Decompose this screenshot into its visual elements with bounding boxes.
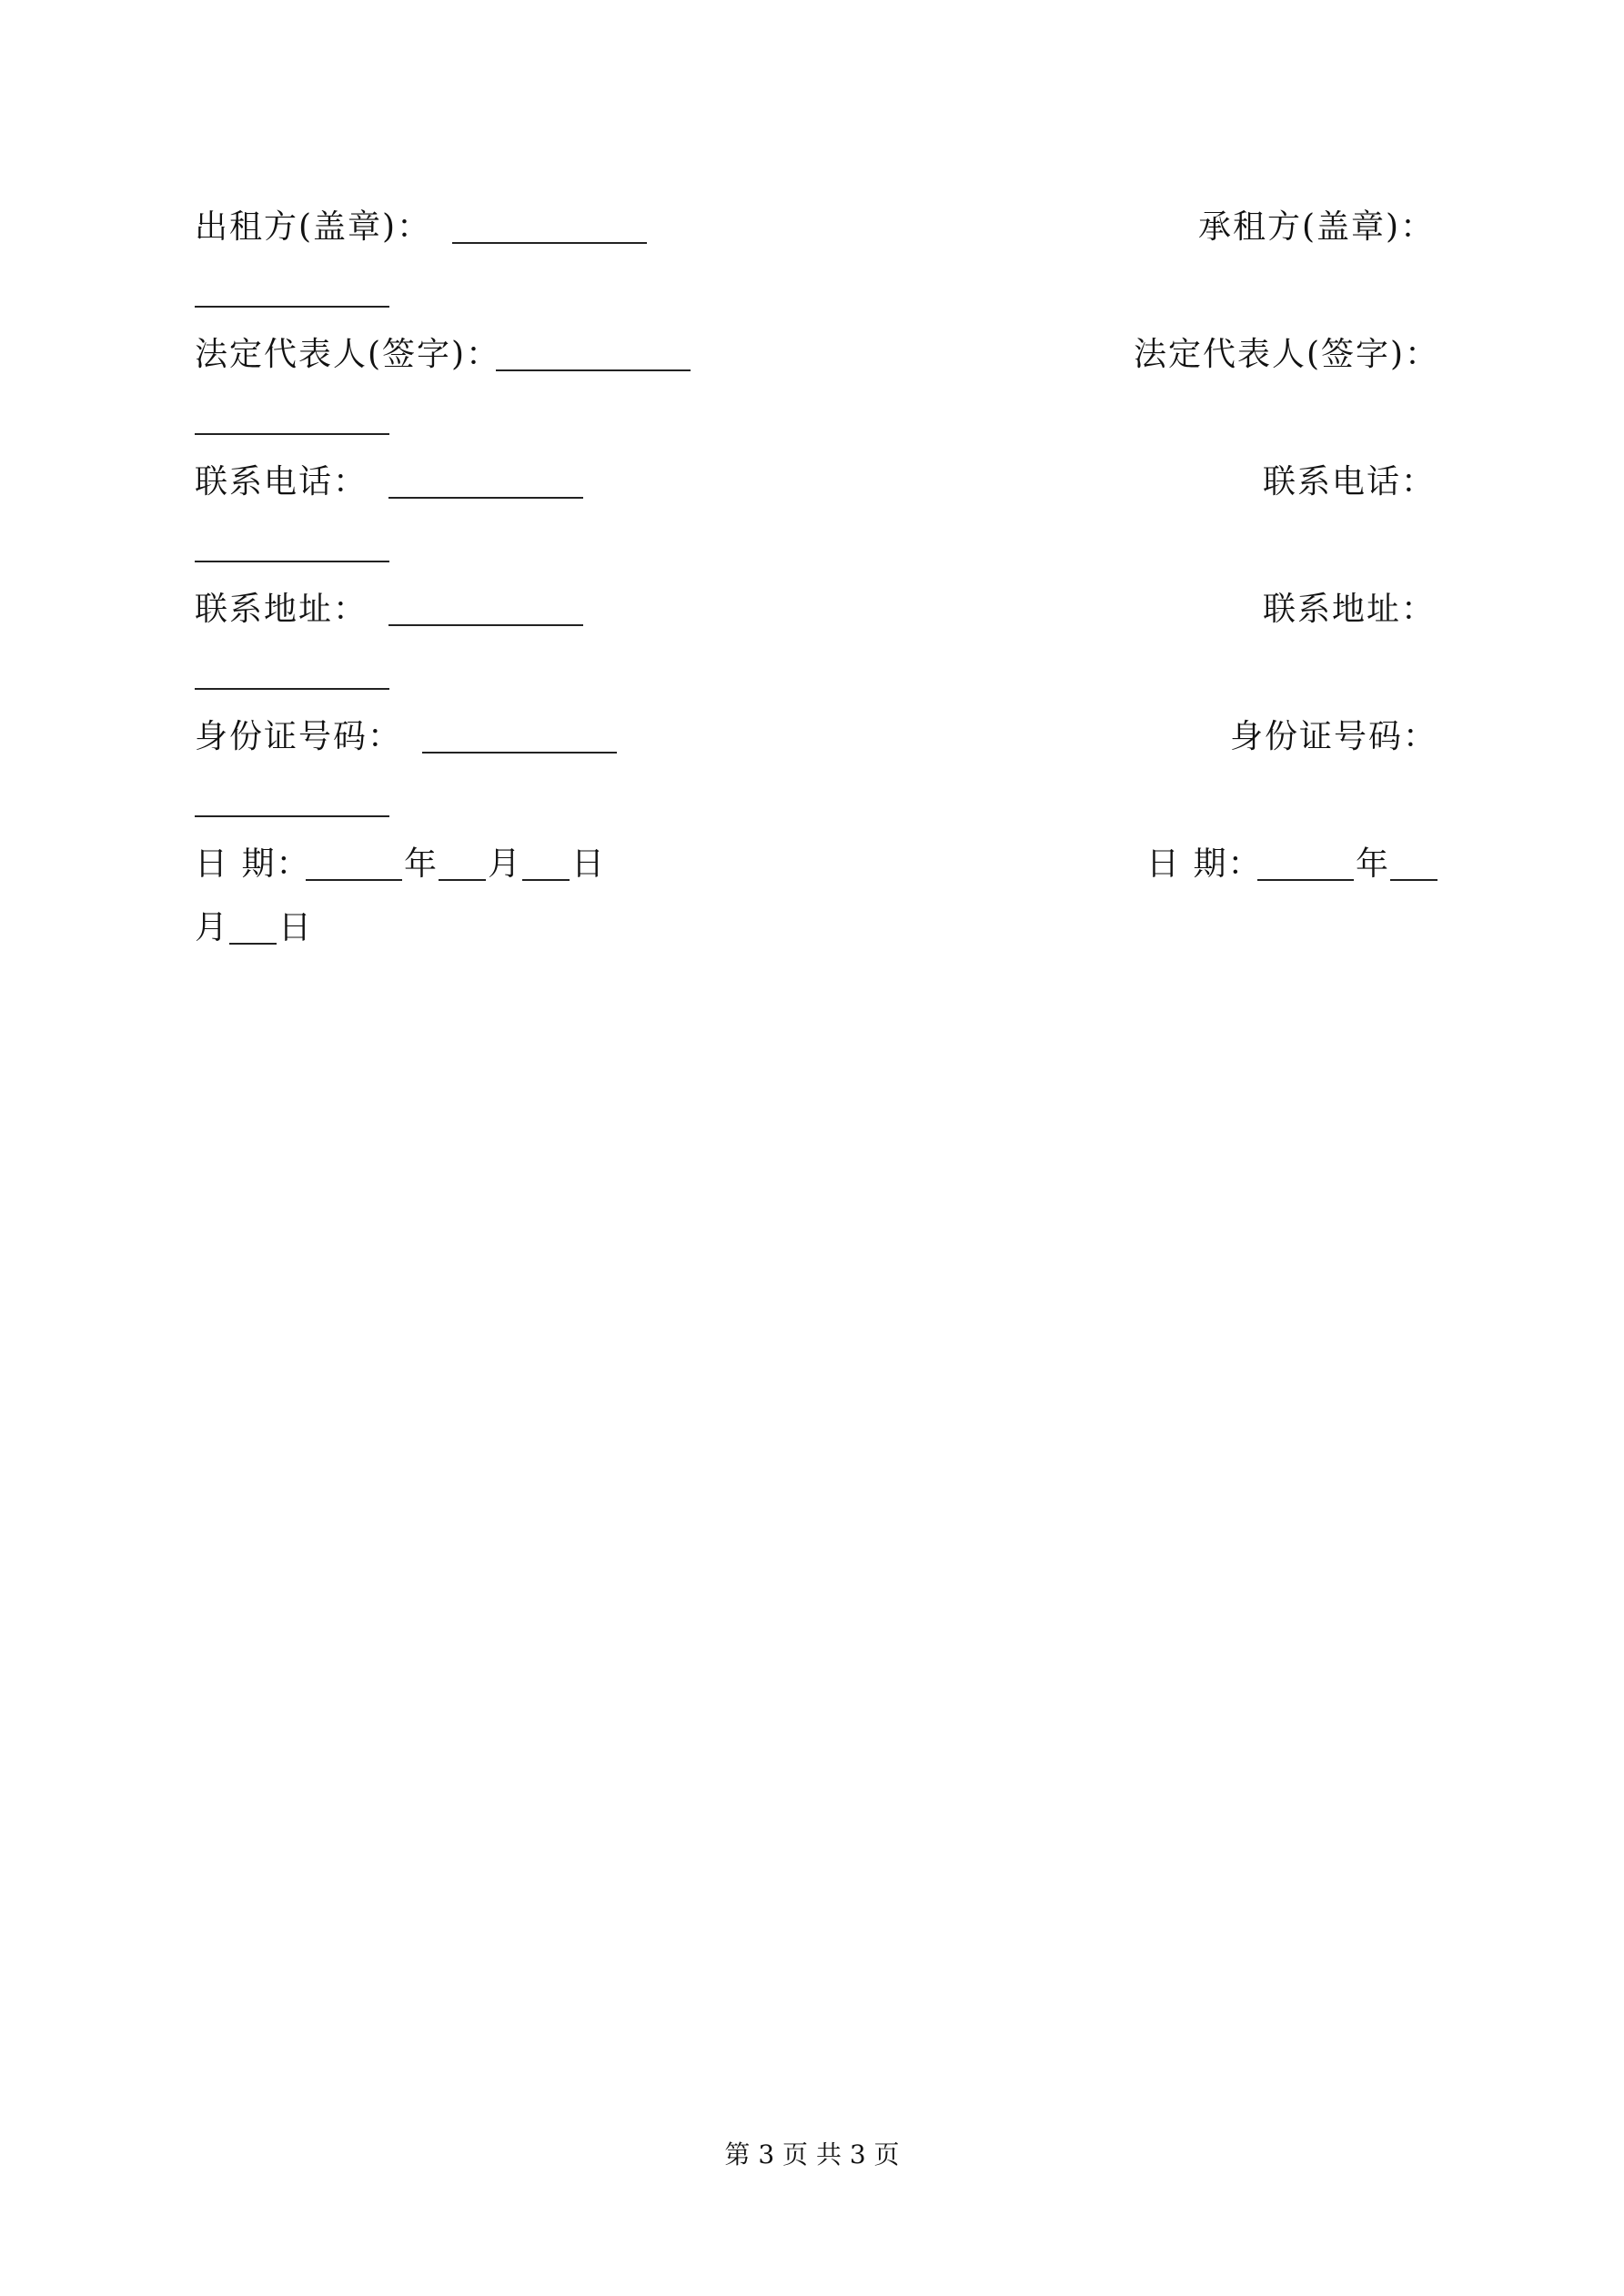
- lessee-rep-blank[interactable]: [195, 433, 389, 435]
- lessee-year-blank[interactable]: [1257, 879, 1354, 881]
- lessor-seal-label: 出租方(盖章)：: [195, 208, 432, 246]
- lessee-seal-blank[interactable]: [195, 306, 389, 308]
- lessee-phone-label: 联系电话：: [1263, 463, 1437, 501]
- lessor-date-label: 日 期：: [195, 845, 311, 883]
- lessor-phone-blank[interactable]: [388, 497, 583, 499]
- lessor-rep-blank[interactable]: [496, 369, 691, 371]
- lessee-year-char: 年: [1356, 845, 1391, 883]
- lessor-day-char: 日: [571, 845, 607, 883]
- lessor-seal-blank[interactable]: [452, 242, 647, 244]
- lessor-id-label: 身份证号码：: [195, 718, 403, 755]
- lessee-date-label: 日 期：: [1146, 845, 1263, 883]
- lessee-month-blank[interactable]: [1390, 879, 1437, 881]
- lessee-id-label: 身份证号码：: [1230, 718, 1438, 755]
- lessor-address-blank[interactable]: [388, 624, 583, 626]
- lessee-day-char: 日: [278, 909, 314, 946]
- lessee-address-label: 联系地址：: [1263, 591, 1437, 628]
- lessee-day-blank[interactable]: [229, 943, 277, 945]
- lessor-year-blank[interactable]: [306, 879, 402, 881]
- lessor-month-char: 月: [488, 845, 523, 883]
- lessor-month-blank[interactable]: [439, 879, 486, 881]
- lessor-address-label: 联系地址：: [195, 591, 368, 628]
- lessee-id-blank[interactable]: [195, 815, 389, 817]
- lessor-id-blank[interactable]: [422, 752, 617, 754]
- lessee-phone-blank[interactable]: [195, 561, 389, 562]
- lessor-rep-label: 法定代表人(签字)：: [195, 336, 501, 373]
- page-number-footer: 第 3 页 共 3 页: [724, 2139, 900, 2170]
- lessor-phone-label: 联系电话：: [195, 463, 368, 501]
- lessor-day-blank[interactable]: [522, 879, 570, 881]
- lessee-seal-label: 承租方(盖章)：: [1198, 208, 1436, 246]
- lessee-address-blank[interactable]: [195, 688, 389, 690]
- lessee-month-char: 月: [195, 909, 230, 946]
- lessee-rep-label: 法定代表人(签字)：: [1134, 336, 1440, 373]
- lessor-year-char: 年: [404, 845, 439, 883]
